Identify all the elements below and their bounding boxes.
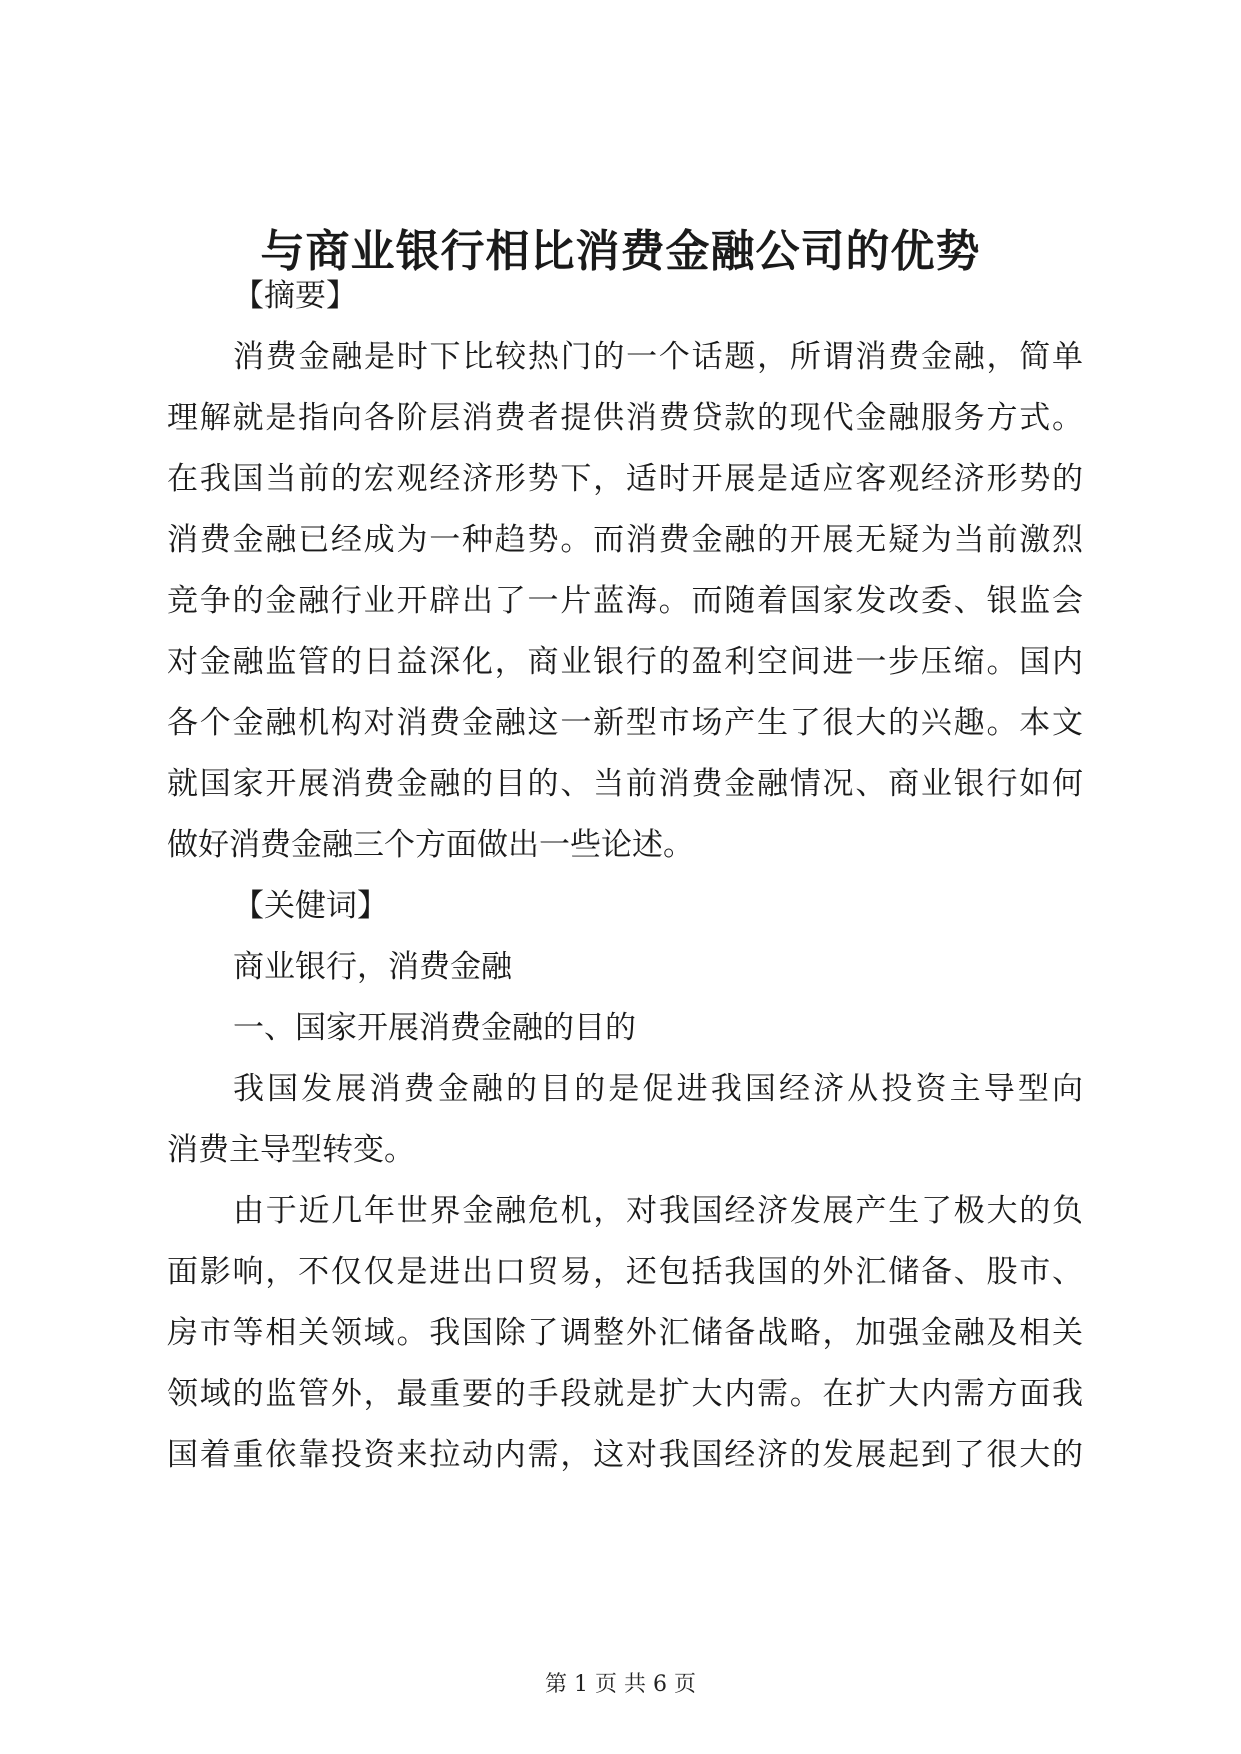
document-title: 与商业银行相比消费金融公司的优势 [260, 226, 981, 277]
abstract-line: 竞争的金融行业开辟出了一片蓝海。而随着国家发改委、银监会 [167, 583, 1083, 619]
abstract-line: 在我国当前的宏观经济形势下，适时开展是适应客观经济形势的 [167, 461, 1083, 497]
abstract-line: 做好消费金融三个方面做出一些论述。 [167, 827, 694, 863]
paragraph-line: 房市等相关领域。我国除了调整外汇储备战略，加强金融及相关 [167, 1315, 1083, 1351]
paragraph-line: 领域的监管外，最重要的手段就是扩大内需。在扩大内需方面我 [167, 1376, 1083, 1412]
paragraph-line: 消费主导型转变。 [167, 1132, 415, 1168]
paragraph-line: 我国发展消费金融的目的是促进我国经济从投资主导型向 [233, 1071, 1083, 1107]
keywords-text: 商业银行，消费金融 [233, 949, 512, 985]
paragraph-line: 由于近几年世界金融危机，对我国经济发展产生了极大的负 [233, 1193, 1083, 1229]
abstract-line: 各个金融机构对消费金融这一新型市场产生了很大的兴趣。本文 [167, 705, 1083, 741]
abstract-line: 消费金融是时下比较热门的一个话题，所谓消费金融，简单 [233, 339, 1083, 375]
abstract-line: 理解就是指向各阶层消费者提供消费贷款的现代金融服务方式。 [167, 400, 1083, 436]
page-number-footer: 第 1 页 共 6 页 [545, 1672, 696, 1697]
paragraph-crisis [167, 1181, 1083, 1486]
abstract-line: 就国家开展消费金融的目的、当前消费金融情况、商业银行如何 [167, 766, 1083, 802]
abstract-heading: 【摘要】 [233, 278, 357, 314]
paragraph-purpose [167, 1059, 1083, 1181]
document-body [167, 266, 1083, 1486]
abstract-line: 对金融监管的日益深化，商业银行的盈利空间进一步压缩。国内 [167, 644, 1083, 680]
abstract-paragraph [167, 327, 1083, 876]
paragraph-line: 国着重依靠投资来拉动内需，这对我国经济的发展起到了很大的 [167, 1437, 1083, 1473]
abstract-line: 消费金融已经成为一种趋势。而消费金融的开展无疑为当前激烈 [167, 522, 1083, 558]
keywords-heading: 【关健词】 [233, 888, 388, 924]
paragraph-line: 面影响，不仅仅是进出口贸易，还包括我国的外汇储备、股市、 [167, 1254, 1083, 1290]
section-heading: 一、国家开展消费金融的目的 [233, 1010, 636, 1046]
